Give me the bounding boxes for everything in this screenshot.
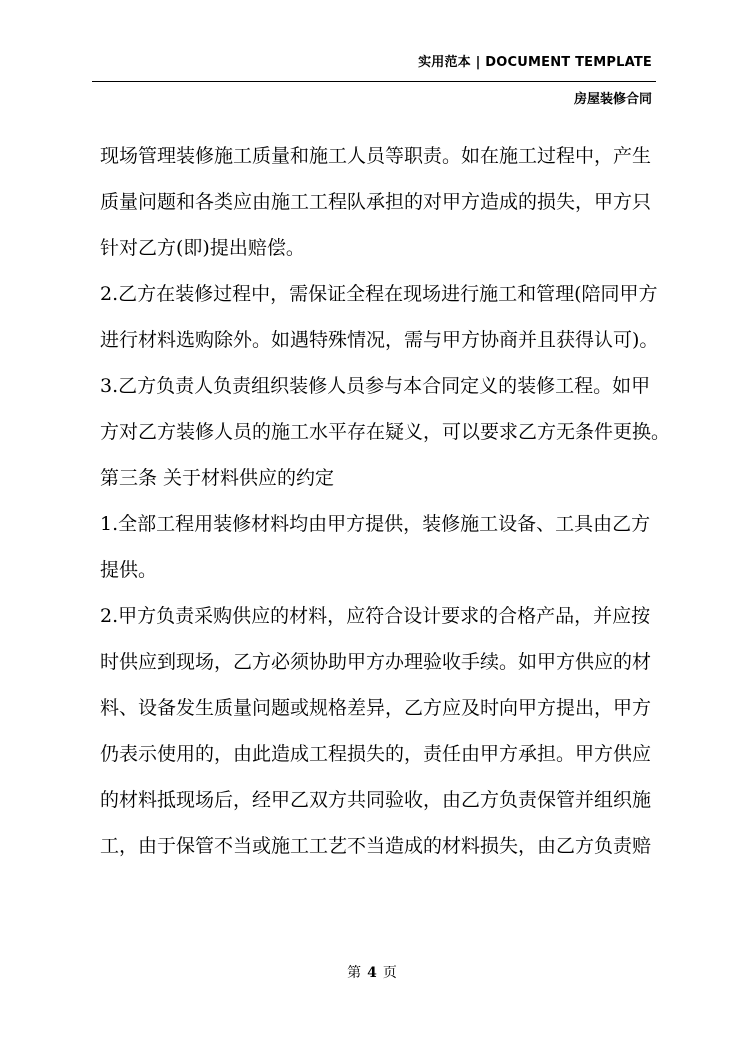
- body-line: 2.乙方在装修过程中，需保证全程在现场进行施工和管理(陪同甲方: [100, 283, 658, 305]
- body-line: 的材料抵现场后，经甲乙双方共同验收，由乙方负责保管并组织施: [100, 789, 652, 811]
- body-line: 仍表示使用的，由此造成工程损失的，责任由甲方承担。甲方供应: [100, 743, 652, 765]
- body-line: 进行材料选购除外。如遇特殊情况，需与甲方协商并且获得认可)。: [100, 329, 659, 351]
- body-line: 质量问题和各类应由施工工程队承担的对甲方造成的损失，甲方只: [100, 191, 652, 213]
- header-subtitle: 房屋装修合同: [573, 92, 652, 107]
- body-line: 1.全部工程用装修材料均由甲方提供，装修施工设备、工具由乙方: [100, 513, 651, 535]
- document-body: [100, 138, 671, 874]
- body-line: 时供应到现场，乙方必须协助甲方办理验收手续。如甲方供应的材: [100, 651, 652, 673]
- page-number-prefix: 第: [347, 965, 362, 981]
- body-line: 3.乙方负责人负责组织装修人员参与本合同定义的装修工程。如甲: [100, 375, 651, 397]
- header-divider: [92, 81, 656, 82]
- body-line: 提供。: [100, 559, 158, 581]
- body-line: 针对乙方(即)提出赔偿。: [100, 237, 305, 259]
- section-heading: 第三条 关于材料供应的约定: [100, 467, 335, 489]
- body-line: 工，由于保管不当或施工工艺不当造成的材料损失，由乙方负责赔: [100, 835, 652, 857]
- body-line: 2.甲方负责采购供应的材料，应符合设计要求的合格产品，并应按: [100, 605, 651, 627]
- page-number: 4: [367, 965, 377, 981]
- body-line: 现场管理装修施工质量和施工人员等职责。如在施工过程中，产生: [100, 145, 652, 167]
- body-line: 料、设备发生质量问题或规格差异，乙方应及时向甲方提出，甲方: [100, 697, 652, 719]
- body-line: 方对乙方装修人员的施工水平存在疑义，可以要求乙方无条件更换。: [100, 421, 671, 443]
- page-footer: [0, 962, 744, 982]
- header-title: 实用范本 | DOCUMENT TEMPLATE: [418, 55, 652, 70]
- page-number-suffix: 页: [382, 965, 397, 981]
